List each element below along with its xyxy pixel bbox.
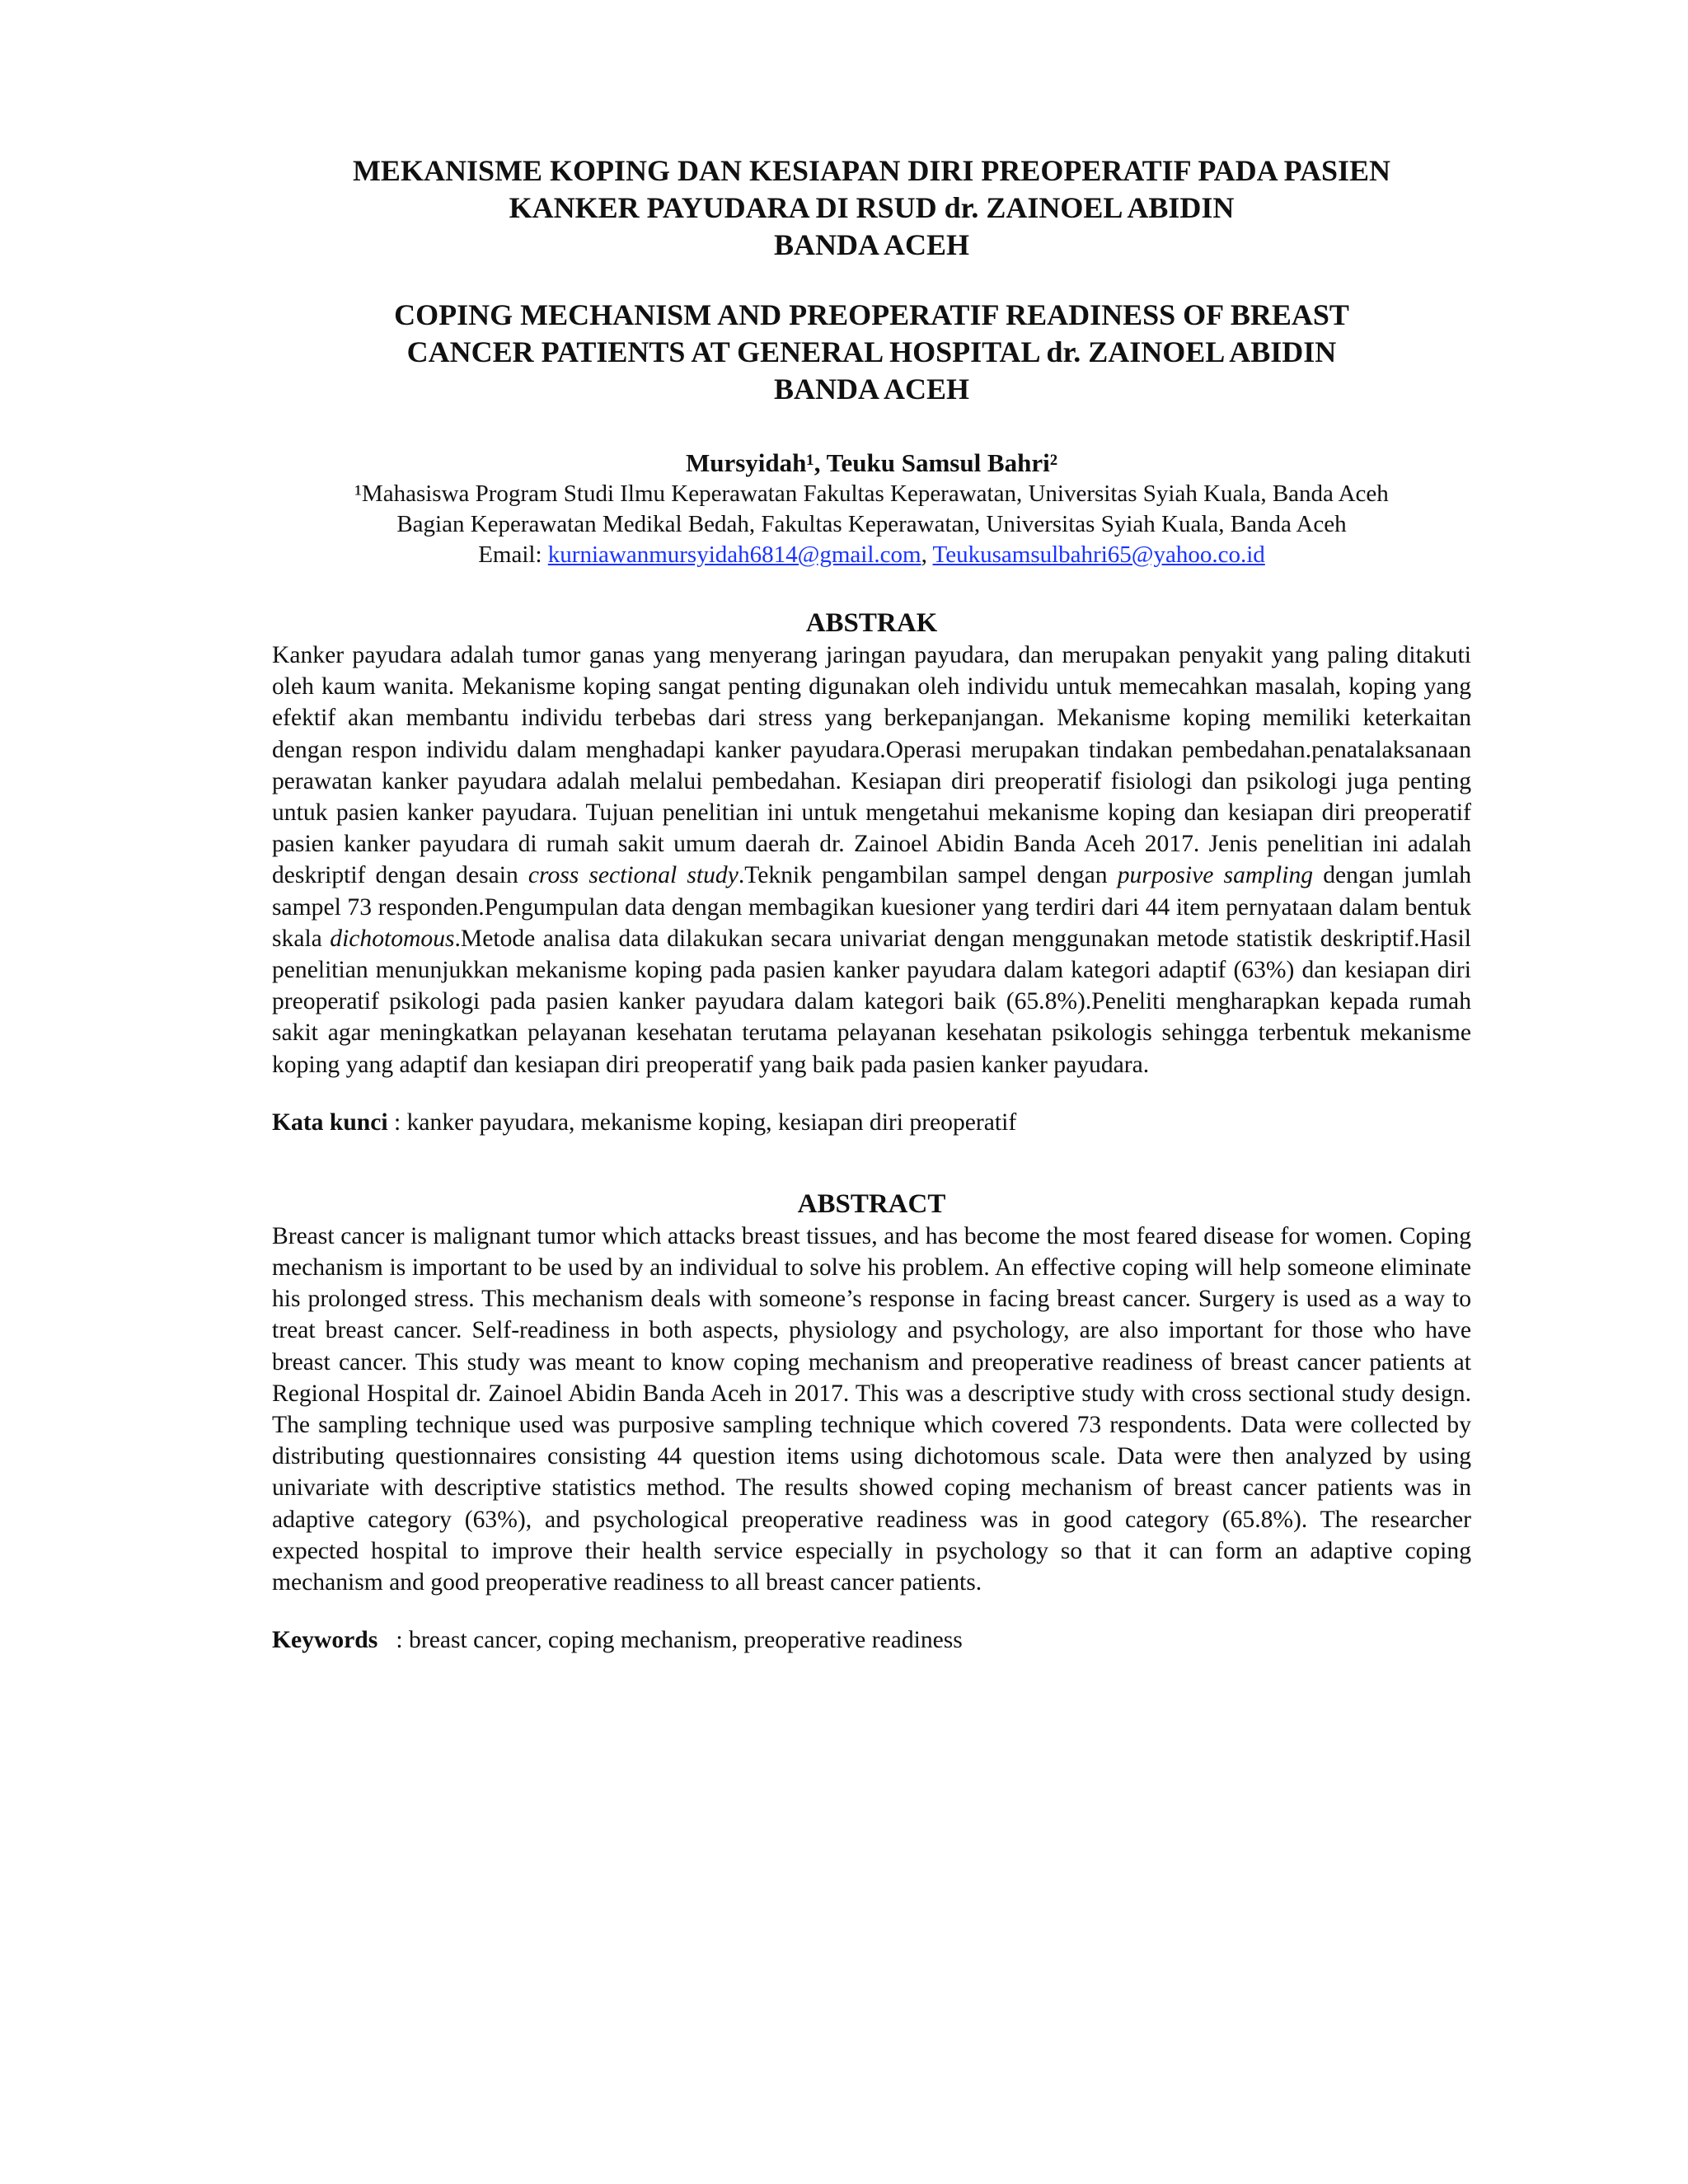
title-en-line-3: BANDA ACEH [773, 373, 970, 405]
affiliation-1: ¹Mahasiswa Program Studi Ilmu Keperawatan Fakultas Keperawatan, Universitas Syiah Kuala, Banda Aceh [354, 480, 1389, 507]
kata-kunci-text: : kanker payudara, mekanisme koping, kesiapan diri preoperatif [387, 1108, 1017, 1136]
keywords-text: : breast cancer, coping mechanism, preoperative readiness [377, 1627, 963, 1654]
title-en-line-1: COPING MECHANISM AND PREOPERATIF READINESS OF BREAST [394, 298, 1349, 331]
abstrak-text-3: dengan jumlah sampel 73 responden.Pengumpulan data dengan membagikan kuesioner yang terdiri dari 44 item pernyataan dalam bentuk skala [272, 862, 1471, 952]
abstrak-heading: ABSTRAK [805, 608, 938, 638]
email-link-1[interactable]: kurniawanmursyidah6814@gmail.com [547, 541, 921, 568]
paper-page [272, 152, 1471, 1656]
email-line [272, 540, 1471, 570]
email-label: Email: [478, 541, 548, 568]
abstrak-text-1: Kanker payudara adalah tumor ganas yang menyerang jaringan payudara, dan merupakan penyakit yang paling ditakuti oleh kaum wanita. Mekanisme koping sangat penting digunakan oleh individu untuk memecahkan masalah, koping yang efektif akan membantu individu terbebas dari stress yang berkepanjangan. Mekanisme koping memiliki keterkaitan dengan respon individu dalam menghadapi kanker payudara.Operasi merupakan tindakan pembedahan.penatalaksanaan perawatan kanker payudara adalah melalui pembedahan. Kesiapan diri preoperatif fisiologi dan psikologi juga penting untuk pasien kanker payudara. Tujuan penelitian ini untuk mengetahui mekanisme koping dan kesiapan diri preoperatif pasien kanker payudara di rumah sakit umum daerah dr. Zainoel Abidin Banda Aceh 2017. Jenis penelitian ini adalah deskriptif dengan desain [272, 642, 1471, 889]
title-id-line-1: MEKANISME KOPING DAN KESIAPAN DIRI PREOPERATIF PADA PASIEN [352, 154, 1391, 187]
abstrak-italic-3: dichotomous [330, 925, 455, 952]
abstrak-italic-1: cross sectional study [528, 862, 738, 889]
title-id-line-2: KANKER PAYUDARA DI RSUD dr. ZAINOEL ABIDIN [509, 191, 1235, 224]
keywords-label: Keywords [272, 1627, 378, 1654]
email-link-2[interactable]: Teukusamsulbahri65@yahoo.co.id [932, 541, 1265, 568]
title-en-line-2: CANCER PATIENTS AT GENERAL HOSPITAL dr. ZAINOEL ABIDIN [406, 335, 1337, 368]
abstrak-text-2: .Teknik pengambilan sampel dengan [738, 862, 1118, 889]
kata-kunci-label: Kata kunci [272, 1108, 388, 1136]
abstract-heading: ABSTRACT [797, 1188, 946, 1219]
abstrak-italic-2: purposive sampling [1117, 862, 1314, 889]
title-indonesian [272, 152, 1471, 264]
authors: Mursyidah¹, Teuku Samsul Bahri² [685, 448, 1058, 477]
abstrak-text-4: .Metode analisa data dilakukan secara univariat dengan menggunakan metode statistik deskriptif.Hasil penelitian menunjukkan mekanisme koping pada pasien kanker payudara dalam kategori adaptif (63%) dan kesiapan diri preoperatif psikologi pada pasien kanker payudara dalam kategori baik (65.8%).Peneliti mengharapkan kepada rumah sakit agar meningkatkan pelayanan kesehatan terutama pelayanan kesehatan psikologis sehingga terbentuk mekanisme koping yang adaptif dan kesiapan diri preoperatif yang baik pada pasien kanker payudara. [272, 925, 1471, 1078]
abstract-body: Breast cancer is malignant tumor which attacks breast tissues, and has become the most feared disease for women. Coping mechanism is important to be used by an individual to solve his problem. An effective coping will help someone eliminate his prolonged stress. This mechanism deals with someone’s response in facing breast cancer. Surgery is used as a way to treat breast cancer. Self-readiness in both aspects, physiology and psychology, are also important for those who have breast cancer. This study was meant to know coping mechanism and preoperative readiness of breast cancer patients at Regional Hospital dr. Zainoel Abidin Banda Aceh in 2017. This was a descriptive study with cross sectional study design. The sampling technique used was purposive sampling technique which covered 73 respondents. Data were collected by distributing questionnaires consisting 44 question items using dichotomous scale. Data were then analyzed by using univariate with descriptive statistics method. The results showed coping mechanism of breast cancer patients was in adaptive category (63%), and psychological preoperative readiness was in good category (65.8%). The researcher expected hospital to improve their health service especially in psychology so that it can form an adaptive coping mechanism and good preoperative readiness to all breast cancer patients. [272, 1222, 1471, 1596]
keywords [272, 1624, 1471, 1656]
abstrak-body [272, 640, 1471, 1080]
title-id-line-3: BANDA ACEH [773, 228, 970, 261]
email-separator: , [921, 541, 933, 568]
affiliation-2: Bagian Keperawatan Medikal Bedah, Fakultas Keperawatan, Universitas Syiah Kuala, Banda Aceh [396, 511, 1347, 537]
title-english [272, 297, 1471, 408]
affiliations [272, 479, 1471, 570]
kata-kunci [272, 1107, 1471, 1138]
